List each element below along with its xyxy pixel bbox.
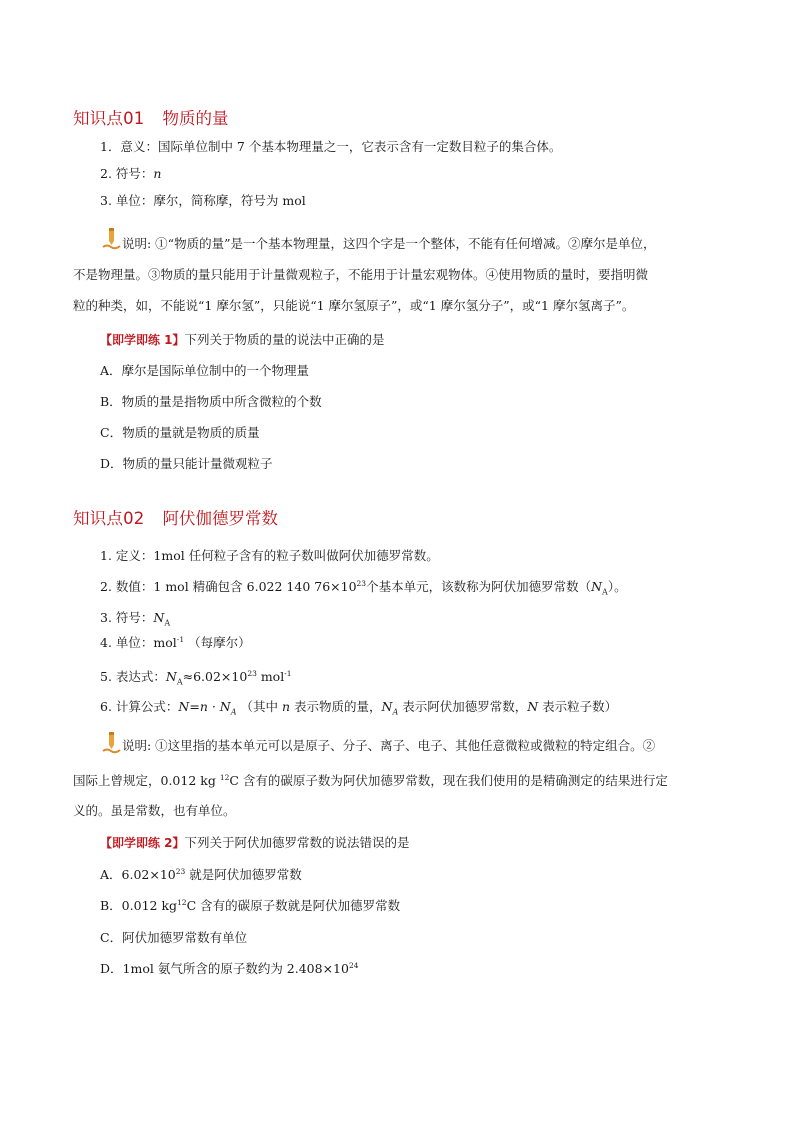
section2-item-2-symbol: N [591, 579, 603, 594]
exercise-2-tag: 【即学即练 2】 [100, 836, 185, 850]
section2-note-line-2 [73, 771, 668, 789]
section2-item-6-na: N [381, 699, 393, 714]
section1-note [122, 230, 725, 257]
section2-item-3-symbol: N [153, 610, 165, 625]
section2-item-2-sub: A [602, 587, 608, 597]
section2-item-3-label: 3. 符号： [100, 610, 154, 625]
section2-item-6 [100, 697, 617, 715]
section1-item-2 [100, 164, 161, 182]
section2-item-6-formula: N=n · N [178, 699, 231, 714]
section2-note-line-2-sup: 12 [219, 772, 230, 782]
section2-item-6-text-c: 表示粒子数） [538, 699, 618, 714]
section2-item-5-value: ≈6.02×10 [182, 669, 248, 684]
exercise-1-option-a: A．摩尔是国际单位制中的一个物理量 [100, 363, 310, 378]
section2-item-4-sup: -1 [176, 634, 185, 644]
section2-heading-title: 阿伏伽德罗常数 [162, 509, 278, 528]
section2-item-6-paren: （其中 [236, 699, 282, 714]
exercise-1-text: 下列关于物质的量的说法中正确的是 [184, 332, 385, 347]
section2-item-3 [100, 608, 170, 626]
exercise-2-question [100, 833, 410, 851]
section2-note-line-1: 说明: ①这里指的基本单元可以是原子、分子、离子、电子、其他任意微粒或微粒的特定组合。② [122, 738, 656, 753]
exercise-2-option-a-text: A．6.02×10 [100, 867, 176, 882]
section2-item-6-text-a: 表示物质的量， [290, 699, 382, 714]
exercise-2-option-b-sup: 12 [177, 897, 187, 907]
exercise-1-question [100, 330, 385, 348]
exercise-2-option-d [100, 959, 359, 977]
exercise-1-tag: 【即学即练 1】 [100, 333, 185, 347]
exercise-2-option-c: C．阿伏加德罗常数有单位 [100, 930, 248, 945]
exercise-1-option-c: C．物质的量就是物质的质量 [100, 425, 260, 440]
exercise-2-option-b-text: B．0.012 kg [100, 898, 178, 913]
section1-heading-number: 知识点01 [73, 109, 145, 128]
section2-item-2-text: 2. 数值：1 mol 精确包含 6.022 140 76×10 [100, 579, 357, 594]
section2-item-4-end: （每摩尔） [188, 635, 251, 650]
section2-item-1: 1. 定义：1mol 任何粒子含有的粒子数叫做阿伏加德罗常数。 [100, 548, 439, 563]
section2-heading-number: 知识点02 [73, 509, 145, 528]
exercise-2-option-b [100, 896, 400, 914]
section2-note-line-3: 义的。虽是常数，也有单位。 [73, 803, 236, 818]
exercise-2-option-d-text: D．1mol 氨气所含的原子数约为 2.408×10 [100, 961, 349, 976]
section2-item-2-end: ）。 [607, 579, 627, 594]
pencil-icon [101, 730, 123, 754]
exercise-2-option-a-sup: 23 [175, 866, 186, 876]
exercise-1-option-b: B．物质的量是指物质中所含微粒的个数 [100, 394, 322, 409]
section1-heading-title: 物质的量 [162, 109, 229, 128]
section1-symbol: n [153, 166, 162, 181]
exercise-2-text: 下列关于阿伏加德罗常数的说法错误的是 [184, 835, 410, 850]
section2-item-6-n: n [281, 699, 291, 714]
section1-item-3: 3. 单位：摩尔，简称摩，符号为 mol [100, 193, 306, 208]
section2-item-5 [100, 667, 292, 685]
section2-item-6-sub: A [230, 707, 237, 717]
section2-item-6-text-b: 表示阿伏加德罗常数， [398, 699, 528, 714]
exercise-2-option-a-end: 就是阿伏加德罗常数 [185, 867, 302, 882]
section2-item-3-sub: A [164, 618, 171, 628]
section2-note-line-2-a: 国际上曾规定，0.012 kg [73, 773, 220, 788]
section2-item-2-mid: 个基本单元，该数称为阿伏加德罗常数（ [366, 579, 592, 594]
section2-item-6-N: N [527, 699, 539, 714]
exercise-1-option-d: D．物质的量只能计量微观粒子 [100, 456, 273, 471]
section1-note-line-1: 说明: ①“物质的量”是一个基本物理量，这四个字是一个整体，不能有任何增减。②摩尔是单位， [122, 236, 656, 251]
section1-note-line-2: 不是物理量。③物质的量只能用于计量微观粒子，不能用于计量宏观物体。④使用物质的量时，要指明微 [73, 267, 649, 282]
section2-item-4-label: 4. 单位：mol [100, 635, 177, 650]
section2-item-5-unit-sup: -1 [284, 668, 292, 678]
section2-item-5-label: 5. 表达式： [100, 669, 166, 684]
section2-item-5-sup: 23 [247, 668, 257, 678]
exercise-2-option-a [100, 865, 302, 883]
section1-heading [73, 105, 229, 129]
section2-item-5-unit: mol [256, 669, 285, 684]
section2-item-5-symbol: N [165, 669, 177, 684]
section2-note-line-2-b: C 含有的碳原子数为阿伏加德罗常数，现在我们使用的是精确测定的结果进行定 [229, 773, 668, 788]
section1-item-1: 1．意义：国际单位制中 7 个基本物理量之一，它表示含有一定数目粒子的集合体。 [100, 139, 562, 154]
section2-item-4 [100, 633, 251, 651]
section2-item-6-label: 6. 计算公式： [100, 699, 179, 714]
section2-item-2-sup: 23 [356, 578, 367, 588]
section2-item-5-sub: A [176, 677, 183, 687]
section1-item-2-label: 2. 符号： [100, 166, 154, 181]
pencil-icon [101, 226, 123, 250]
section2-heading [73, 505, 278, 529]
section2-item-6-na-sub: A [392, 707, 399, 717]
section2-item-2 [100, 577, 627, 595]
section1-note-line-3: 粒的种类，如，不能说“1 摩尔氢”，只能说“1 摩尔氢原子”，或“1 摩尔氢分子”，或“1 摩尔氢离子”。 [73, 298, 635, 313]
exercise-2-option-b-end: C 含有的碳原子数就是阿伏加德罗常数 [186, 898, 401, 913]
exercise-2-option-d-sup: 24 [348, 960, 359, 970]
